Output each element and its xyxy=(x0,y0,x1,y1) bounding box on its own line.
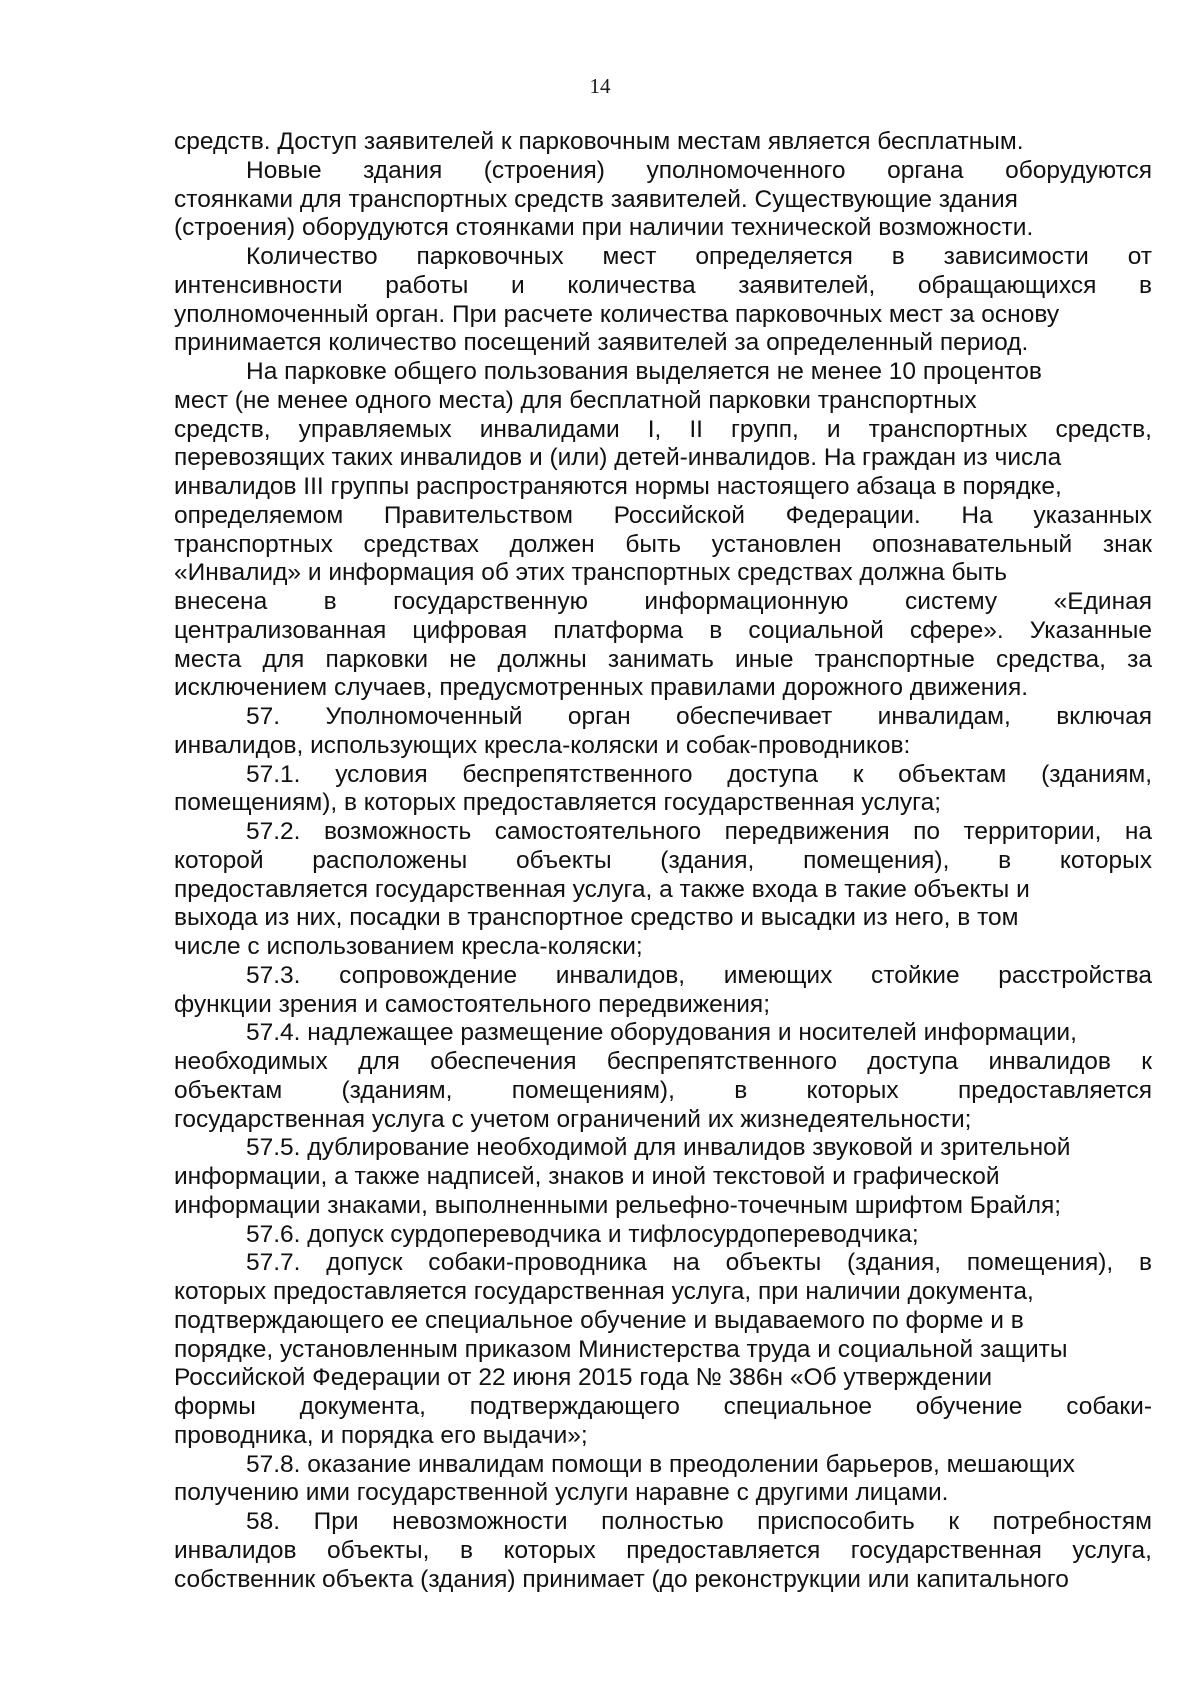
text-line: интенсивности работы и количества заявителей, обращающихся в xyxy=(174,271,1152,299)
text-line: «Инвалид» и информация об этих транспортных средствах должна быть xyxy=(174,559,1008,587)
text-line: государственная услуга с учетом ограничений их жизнедеятельности; xyxy=(174,1105,972,1133)
text-line: уполномоченный орган. При расчете количества парковочных мест за основу xyxy=(174,300,1060,328)
text-line: исключением случаев, предусмотренных правилами дорожного движения. xyxy=(174,674,1029,702)
text-line: средств, управляемых инвалидами I, II групп, и транспортных средств, xyxy=(174,415,1152,443)
text-line: 57. Уполномоченный орган обеспечивает инвалидам, включая xyxy=(246,703,1152,730)
text-line: стоянками для транспортных средств заявителей. Существующие здания xyxy=(174,185,1018,213)
text-line: 57.8. оказание инвалидам помощи в преодолении барьеров, мешающих xyxy=(246,1450,1075,1478)
text-line: порядке, установленным приказом Министерства труда и социальной защиты xyxy=(174,1335,1068,1363)
text-line: 57.3. сопровождение инвалидов, имеющих стойкие расстройства xyxy=(246,961,1152,989)
text-line: функции зрения и самостоятельного передвижения; xyxy=(174,990,771,1018)
text-line: помещениям), в которых предоставляется государственная услуга; xyxy=(174,789,942,817)
text-line: собственник объекта (здания) принимает (до реконструкции или капитального xyxy=(174,1565,1069,1593)
text-line: объектам (зданиям, помещениям), в которых предоставляется xyxy=(174,1076,1152,1104)
text-line: 57.4. надлежащее размещение оборудования и носителей информации, xyxy=(246,1019,1077,1047)
body-text xyxy=(174,128,1152,1594)
text-line: мест (не менее одного места) для бесплатной парковки транспортных xyxy=(174,386,977,414)
text-line: которых предоставляется государственная услуга, при наличии документа, xyxy=(174,1278,1034,1305)
text-line: 57.6. допуск сурдопереводчика и тифлосурдопереводчика; xyxy=(246,1220,919,1248)
text-line: определяемом Правительством Российской Федерации. На указанных xyxy=(174,501,1152,529)
text-line: инвалидов III группы распространяются нормы настоящего абзаца в порядке, xyxy=(174,473,1062,500)
text-line: инвалидов объекты, в которых предоставляется государственная услуга, xyxy=(174,1536,1152,1564)
text-line: получению ими государственной услуги наравне с другими лицами. xyxy=(174,1479,949,1507)
text-line: необходимых для обеспечения беспрепятственного доступа инвалидов к xyxy=(174,1048,1152,1075)
text-line: числе с использованием кресла-коляски; xyxy=(174,933,643,960)
text-line: Количество парковочных мест определяется в зависимости от xyxy=(246,243,1152,270)
text-line: 57.1. условия беспрепятственного доступа к объектам (зданиям, xyxy=(246,760,1152,788)
text-line: Российской Федерации от 22 июня 2015 года № 386н «Об утверждении xyxy=(174,1364,993,1392)
text-line: Новые здания (строения) уполномоченного органа оборудуются xyxy=(246,156,1152,184)
text-line: места для парковки не должны занимать иные транспортные средства, за xyxy=(174,645,1152,673)
text-line: На парковке общего пользования выделяется не менее 10 процентов xyxy=(246,358,1042,385)
text-line: подтверждающего ее специальное обучение и выдаваемого по форме и в xyxy=(174,1306,1024,1334)
text-line: транспортных средствах должен быть установлен опознавательный знак xyxy=(174,530,1152,558)
text-line: централизованная цифровая платформа в социальной сфере». Указанные xyxy=(174,616,1152,644)
text-line: внесена в государственную информационную систему «Единая xyxy=(174,588,1152,615)
text-line: проводника, и порядка его выдачи»; xyxy=(174,1421,588,1449)
text-line: которой расположены объекты (здания, помещения), в которых xyxy=(174,846,1152,874)
text-line: 57.2. возможность самостоятельного передвижения по территории, на xyxy=(246,818,1152,845)
text-line: выхода из них, посадки в транспортное средство и высадки из него, в том xyxy=(174,904,1019,932)
text-line: 57.7. допуск собаки-проводника на объекты (здания, помещения), в xyxy=(246,1249,1152,1277)
text-line: 57.5. дублирование необходимой для инвалидов звуковой и зрительной xyxy=(246,1134,1071,1162)
text-line: предоставляется государственная услуга, а также входа в такие объекты и xyxy=(174,875,1030,903)
text-line: формы документа, подтверждающего специальное обучение собаки- xyxy=(174,1393,1152,1420)
page-number: 14 xyxy=(589,74,611,98)
text-line: перевозящих таких инвалидов и (или) детей-инвалидов. На граждан из числа xyxy=(174,444,1062,472)
text-line: принимается количество посещений заявителей за определенный период. xyxy=(174,329,1029,357)
text-line: инвалидов, использующих кресла-коляски и собак-проводников: xyxy=(174,731,911,759)
text-line: 58. При невозможности полностью приспособить к потребностям xyxy=(246,1508,1152,1535)
text-line: информации, а также надписей, знаков и иной текстовой и графической xyxy=(174,1163,1000,1190)
text-line: информации знаками, выполненными рельефно-точечным шрифтом Брайля; xyxy=(174,1191,1062,1219)
text-line: средств. Доступ заявителей к парковочным местам является бесплатным. xyxy=(174,128,1024,155)
text-line: (строения) оборудуются стоянками при наличии технической возможности. xyxy=(174,214,1034,242)
